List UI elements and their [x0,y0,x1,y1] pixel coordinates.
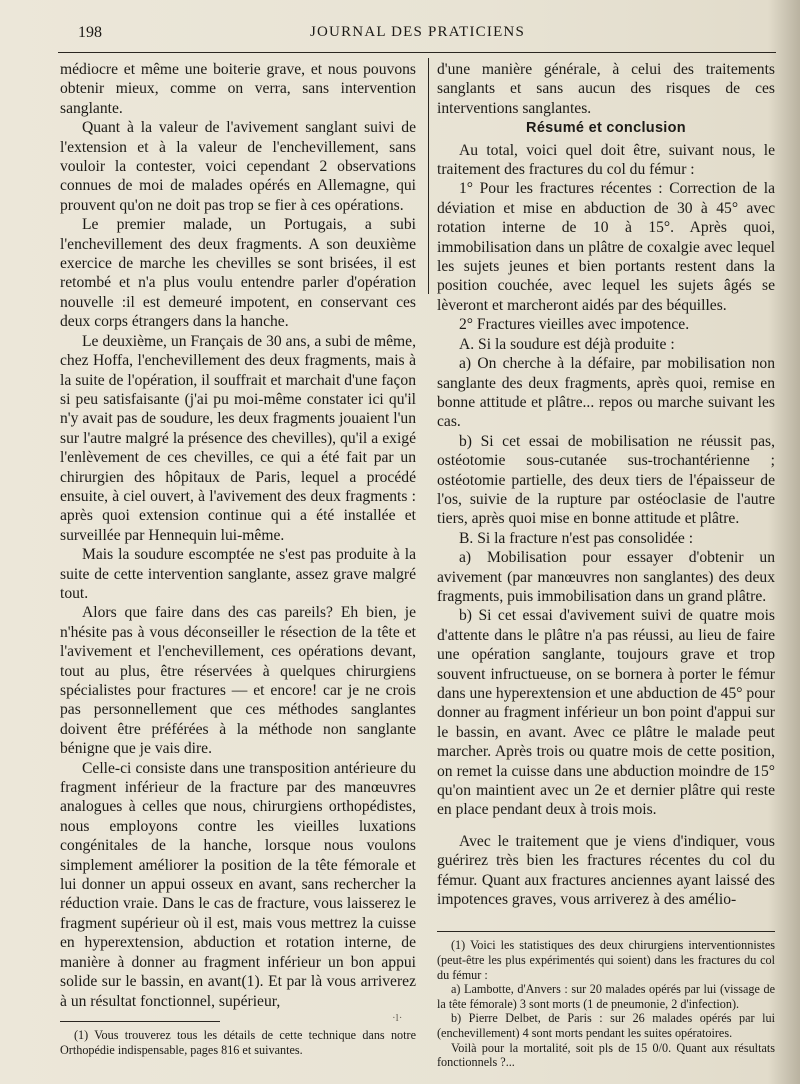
column-divider [428,58,429,294]
paragraph: d'une manière générale, à celui des traitements sanglants et sans aucun des risques de ces interventions sanglantes. [437,61,775,117]
paragraph: Mais la soudure escomptée ne s'est pas produite à la suite de cette intervention sanglante, assez grave malgré tout. [60,546,416,602]
paragraph: Avec le traitement que je viens d'indiquer, vous guérirez très bien les fractures récentes du col du fémur. Quant aux fractures anciennes ayant laissé des impotences graves, vous arriverez à des amélio- [437,832,775,909]
footnote-text: (1) Vous trouverez tous les détails de cette technique dans notre Orthopédie indispensable, pages 816 et suivantes. [60,1027,416,1057]
paragraph: 1° Pour les fractures récentes : Correction de la déviation et mise en abduction de 30 à 45° avec rotation interne de 10 à 15°. Après quoi, immobilisation dans un plâtre de coxalgie avec lequel les sujets jeunes et bien portants restent dans la position couchée, avec lequel les sujets âgés se lèveront et marcheront aidés par des béquilles. [437,180,775,314]
bottom-mark: ·l· [392,1012,403,1024]
paragraph: médiocre et même une boiterie grave, et nous pouvons obtenir mieux, comme on verra, sans intervention sanglante. [60,61,416,117]
paragraph: a) On cherche à la défaire, par mobilisation non sanglante des deux fragments, après quoi, remise en bonne attitude et plâtre... repos ou marche suivant les cas. [437,355,775,431]
page-header [60,24,775,48]
footnote [60,1028,416,1057]
page-number: 198 [78,24,102,41]
paragraph: A. Si la soudure est déjà produite : [459,335,675,353]
footnote-text: a) Lambotte, d'Anvers : sur 20 malades opérés par lui (vissage de la tête fémorale) 3 sont morts (1 de pneumonie, 2 d'infection). [437,982,775,1011]
paragraph: Alors que faire dans des cas pareils? Eh bien, je n'hésite pas à vous déconseiller le résection de la tête et l'avivement et l'enchevillement, ces opérations devant, tout au plus, être réservées à quelques chirurgiens spécialistes pour fractures — et encore! car je ne crois pas personnellement que ces méthodes sanglantes doivent être préférées à la méthode non sanglante bénigne que je vais dire. [60,604,416,758]
right-column [437,60,775,1070]
paragraph: a) Mobilisation pour essayer d'obtenir un avivement (par manœuvres non sanglantes) des deux fragments, puis immobilisation dans un grand plâtre. [437,549,775,605]
paragraph: B. Si la fracture n'est pas consolidée : [459,529,694,547]
footnote-rule [437,931,775,932]
paragraph: Quant à la valeur de l'avivement sanglant suivi de l'extension et à la valeur de l'enchevillement, sans vouloir la contester, voici cependant 2 observations connues de moi de malades opérés en Allemagne, qui prouvent qu'on ne doit pas trop se fier à ces opérations. [60,119,416,214]
paragraph: Le premier malade, un Portugais, a subi l'enchevillement des deux fragments. A son deuxième exercice de marche les chevilles se sont brisées, il est retombé et n'a plus voulu entendre parler d'opération nouvelle :il est demeuré impotent, en conservant ces deux corps étrangers dans la hanche. [60,216,416,331]
paragraph: Le deuxième, un Français de 30 ans, a subi de même, chez Hoffa, l'enchevillement des deux fragments, mais à la suite de l'opération, il souffrait et marchait d'une façon si peu satisfaisante (j'ai pu moi-même constater ici qu'il n'y avait pas de soudure, les deux fragments jouaient l'un sur l'autre malgré la présence des chevilles), qu'il a exigé l'enlèvement de ces chevilles, ce qui a été fait par un chirurgien des hôpitaux de Paris, lequel a procédé ensuite, à ciel ouvert, à l'avivement des deux fragments : après quoi extension continue qui a été installée et surveillée par Hennequin lui-même. [60,332,416,544]
header-rule [58,52,776,53]
section-title: Résumé et conclusion [526,120,686,137]
footnotes [437,938,775,1069]
footnote-rule [60,1021,220,1022]
paragraph: b) Si cet essai d'avivement suivi de quatre mois d'attente dans le plâtre n'a pas réussi, au lieu de faire une opération sanglante, toujours grave et trop souvent infructueuse, on se bornera à porter le fémur dans une hyperextension et une abduction de 45° pour donner au fragment inférieur un bon point d'appui sur le bassin, en avant. Avec ce plâtre le malade peut marcher. Après trois ou quatre mois de cette position, on remet la cuisse dans une abduction moindre de 15° qu'on maintient avec un 2e et dernier plâtre qui reste en place pendant deux à trois mois. [437,607,775,819]
paragraph: 2° Fractures vieilles avec impotence. [459,316,690,334]
footnote-text: b) Pierre Delbet, de Paris : sur 26 malades opérés par lui (enchevillement) 4 sont morts pendant les suites opératoires. [437,1011,775,1041]
running-title: JOURNAL DES PRATICIENS [309,24,526,40]
paragraph: b) Si cet essai de mobilisation ne réussit pas, ostéotomie sous-cutanée sus-trochantérienne ; ostéotomie partielle, des deux tiers de l'épaisseur de l'os, suivie de la rupture par ostéoclasie de l'autre tiers, après quoi mise en bonne attitude et plâtre. [437,432,775,528]
left-column [60,60,416,1057]
footnote-text: (1) Voici les statistiques des deux chirurgiens interventionnistes (peut-être les plus expérimentés qui soient) dans les fractures du col du fémur : [437,938,775,982]
footnote-text: Voilà pour la mortalité, soit pls de 15 0/0. Quant aux résultats fonctionnels ?... [437,1040,775,1070]
paragraph: Au total, voici quel doit être, suivant nous, le traitement des fractures du col du fémur : [437,141,775,179]
paragraph: Celle-ci consiste dans une transposition antérieure du fragment inférieur de la fracture par des manœuvres analogues à celles que nous, chirurgiens orthopédistes, nous employons contre les vieilles luxations congénitales de la hanche, lorsque nous voulons simplement améliorer la position de la tête fémorale et lui donner un appui osseux en avant, sans rechercher la réduction vraie. Dans le cas de fracture, vous laisserez le fragment supérieur où il est, mais vous mettrez la cuisse en hyperextension, abduction et rotation interne, de manière à donner au fragment inférieur un bon appui solide sur le bassin, en avant(1). Et par là vous arriverez à un résultat fonctionnel, supérieur, [60,759,416,1010]
